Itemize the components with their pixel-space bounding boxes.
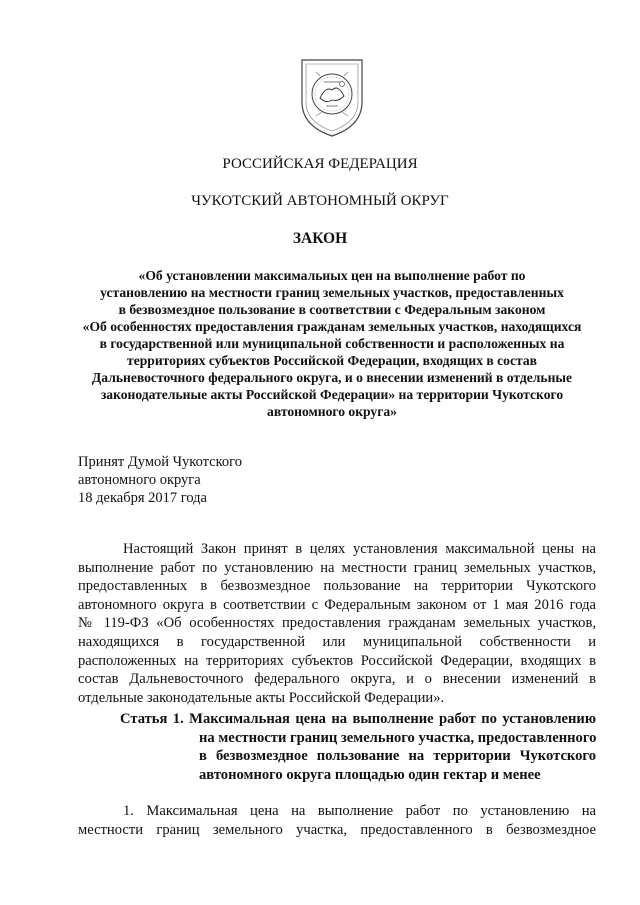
article-heading-line: на местности границ земельного участка, предоставленного [199, 729, 597, 746]
title-line: автономного округа» [267, 404, 397, 419]
point-line: местности границ земельного участка, предоставленного в безвозмездное [78, 821, 596, 838]
title-line: территориях субъектов Российской Федерации, входящих в состав [127, 353, 537, 368]
adoption-info [78, 453, 242, 507]
preamble-line: расположенных на территориях субъектов Российской Федерации, входящих в [78, 652, 596, 669]
preamble-line: автономного округа в соответствии с Федеральным законом от 1 мая 2016 года [78, 596, 596, 613]
preamble-paragraph [78, 540, 596, 707]
adoption-line: 18 декабря 2017 года [78, 490, 207, 506]
preamble-line: Настоящий Закон принят в целях установления максимальной цены на [123, 541, 596, 557]
preamble-line: № 119-ФЗ «Об особенностях предоставления гражданам земельных участков, [78, 615, 596, 632]
article-heading-line: автономного округа площадью один гектар и менее [199, 766, 541, 783]
article-1-heading [120, 710, 596, 784]
adoption-line: Принят Думой Чукотского [78, 454, 243, 470]
title-line: «Об установлении максимальных цен на выполнение работ по [138, 268, 526, 283]
title-line: в безвозмездное пользование в соответствии с Федеральным законом [118, 302, 546, 317]
preamble-line: отдельные законодательные акты Российской Федерации». [78, 689, 445, 706]
title-line: законодательные акты Российской Федерации» на территории Чукотского [100, 387, 564, 402]
preamble-line: состав Дальневосточного федерального округа, и о внесении изменений в [78, 671, 596, 688]
country-heading: РОССИЙСКАЯ ФЕДЕРАЦИЯ [222, 156, 418, 172]
title-line: Дальневосточного федерального округа, и о внесении изменений в отдельные [91, 370, 573, 385]
law-title [62, 267, 602, 420]
region-heading: ЧУКОТСКИЙ АВТОНОМНЫЙ ОКРУГ [191, 193, 449, 209]
title-line: «Об особенностях предоставления гражданам земельных участков, находящихся [82, 319, 582, 334]
title-line: в государственной или муниципальной собственности и расположенных на [99, 336, 565, 351]
adoption-line: автономного округа [78, 472, 201, 488]
doc-type-heading: ЗАКОН [292, 230, 348, 247]
point-line: 1. Максимальная цена на выполнение работ по установлению на [123, 803, 596, 819]
article-heading-line: Статья 1. Максимальная цена на выполнение работ по установлению [120, 711, 596, 727]
preamble-line: предоставленных в безвозмездное пользование на территории Чукотского [78, 578, 596, 595]
preamble-line: находящихся в государственной или муниципальной собственности и [78, 633, 596, 650]
article-heading-line: в безвозмездное пользование на территории Чукотского [199, 748, 596, 764]
preamble-line: выполнение работ по установлению на местности границ земельных участков, [78, 559, 596, 576]
title-line: установлению на местности границ земельных участков, предоставленных [100, 285, 564, 300]
coat-of-arms-emblem [296, 56, 368, 140]
article-1-point-1 [78, 802, 596, 839]
